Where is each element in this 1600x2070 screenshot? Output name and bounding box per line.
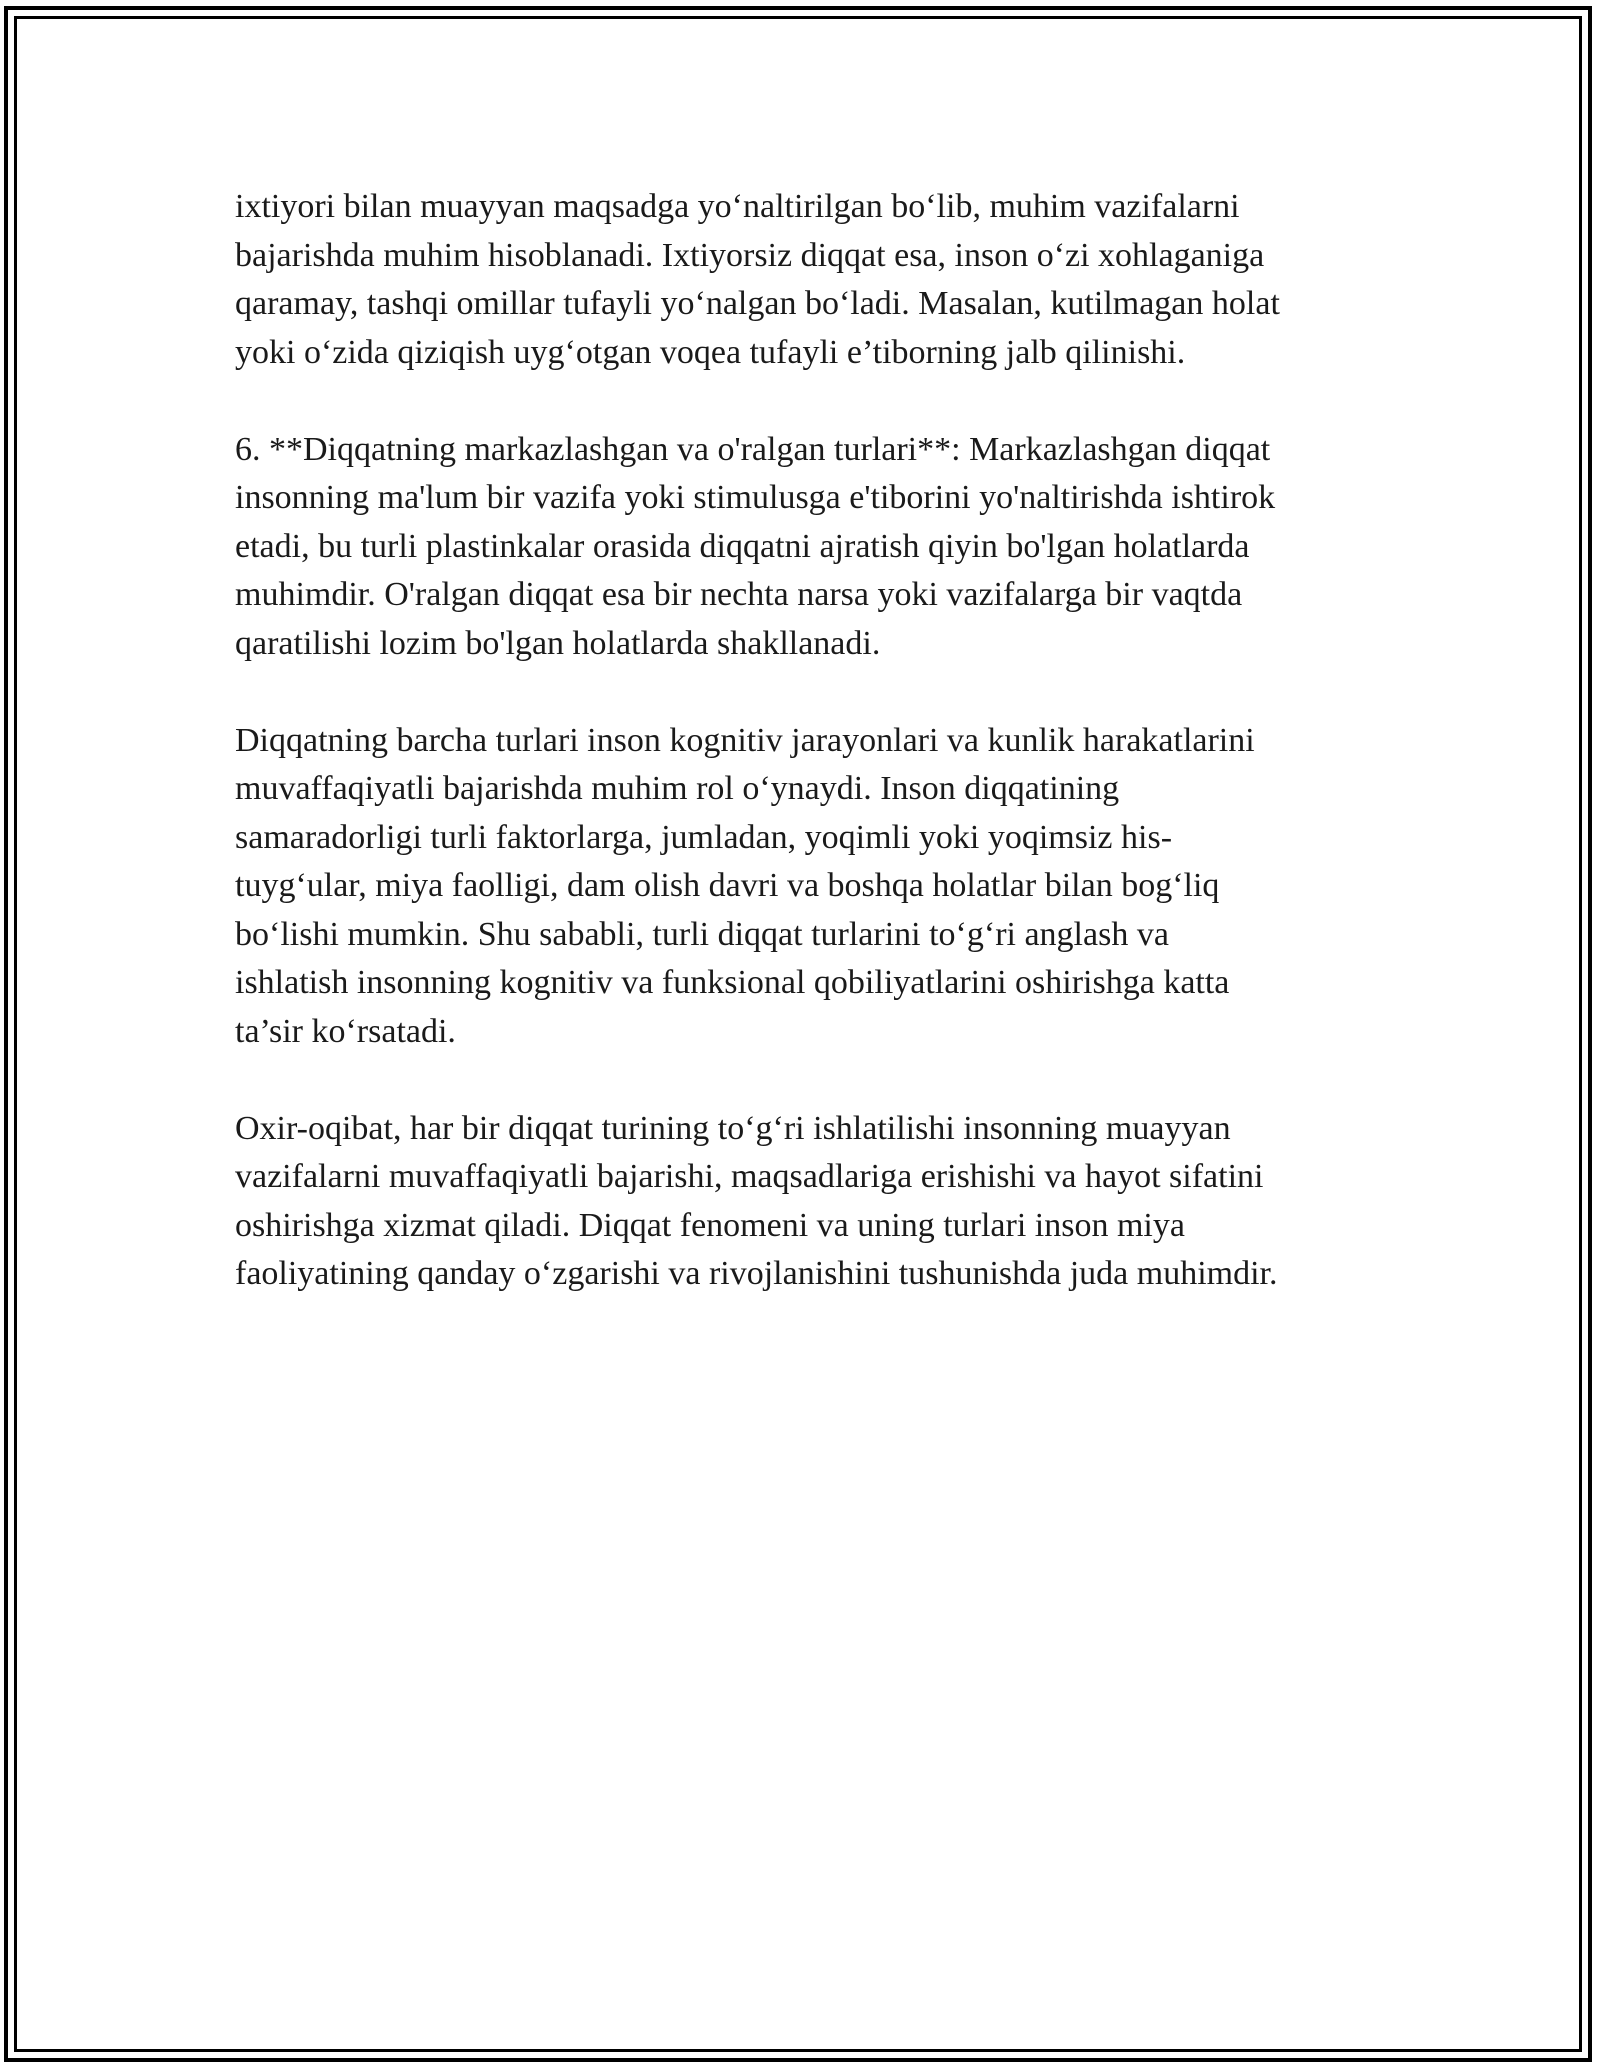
paragraph-2: 6. **Diqqatning markazlashgan va o'ralgan turlari**: Markazlashgan diqqat insonning ma'lum bir vazifa yoki stimulusga e'tiborini yo'naltirishda ishtirok etadi, bu turli plastinkalar orasida diqqatni ajratish qiyin bo'lgan holatlarda muhimdir. O'ralgan diqqat esa bir nechta narsa yoki vazifalarga bir vaqtda qaratilishi lozim bo'lgan holatlarda shakllanadi. <box>235 430 1276 662</box>
paragraph-4: Oxir-oqibat, har bir diqqat turining to‘g‘ri ishlatilishi insonning muayyan vazifalarni muvaffaqiyatli bajarishi, maqsadlariga erishishi va hayot sifatini oshirishga xizmat qiladi. Diqqat fenomeni va uning turlari inson miya faoliyatining qanday o‘zgarishi va rivojlanishini tushunishda juda muhimdir. <box>235 1109 1278 1292</box>
paragraph-3: Diqqatning barcha turlari inson kognitiv jarayonlari va kunlik harakatlarini muvaffaqiyatli bajarishda muhim rol o‘ynaydi. Inson diqqatining samaradorligi turli faktorlarga, jumladan, yoqimli yoki yoqimsiz his- tuyg‘ular, miya faolligi, dam olish davri va boshqa holatlar bilan bog‘liq bo‘lishi mumkin. Shu sababli, turli diqqat turlarini to‘g‘ri anglash va ishlatish insonning kognitiv va funksional qobiliyatlarini oshirishga katta ta’sir ko‘rsatadi. <box>235 721 1255 1050</box>
document-body <box>235 183 1385 1347</box>
paragraph-1: ixtiyori bilan muayyan maqsadga yo‘naltirilgan bo‘lib, muhim vazifalarni bajarishda muhim hisoblanadi. Ixtiyorsiz diqqat esa, inson o‘zi xohlaganiga qaramay, tashqi omillar tufayli yo‘nalgan bo‘ladi. Masalan, kutilmagan holat yoki o‘zida qiziqish uyg‘otgan voqea tufayli e’tiborning jalb qilinishi. <box>235 188 1280 371</box>
